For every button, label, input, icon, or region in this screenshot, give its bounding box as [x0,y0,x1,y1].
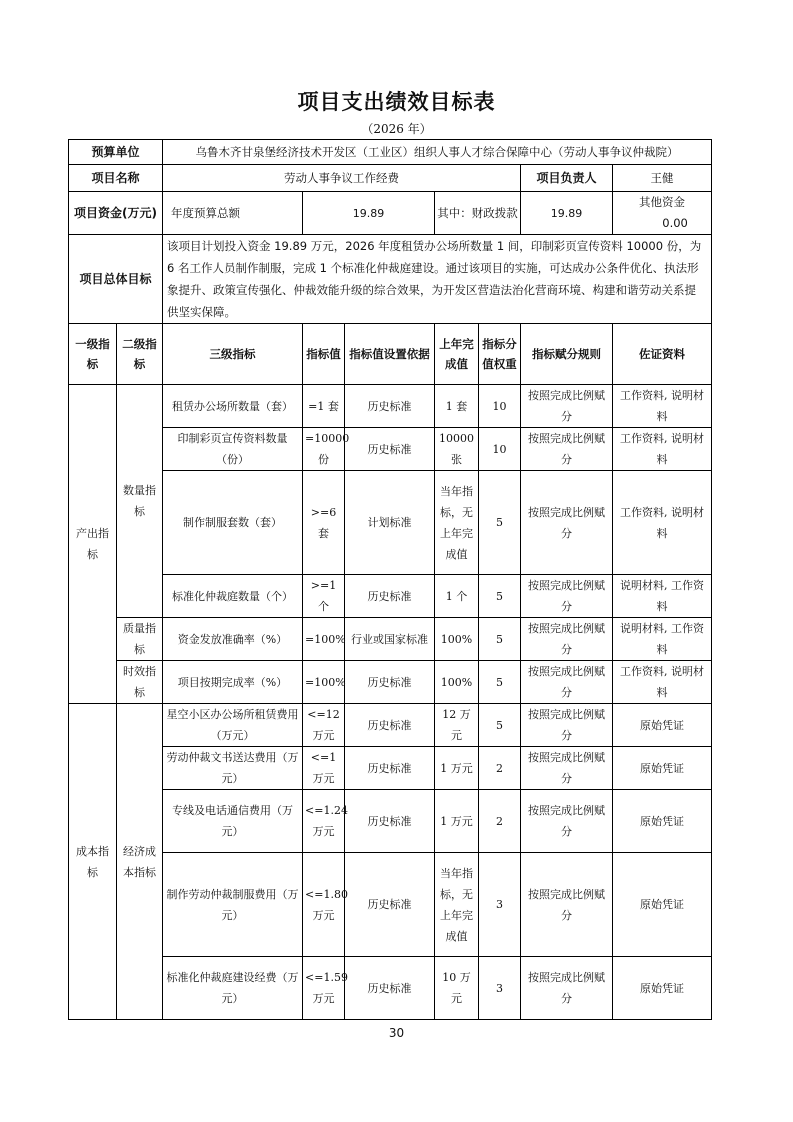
unit-label: 预算单位 [69,140,163,165]
indicator-rule: 按照完成比例赋分 [521,790,613,853]
indicator-evidence: 原始凭证 [613,704,712,747]
indicator-weight: 10 [479,385,521,428]
goal-row [69,235,712,324]
indicator-weight: 10 [479,428,521,471]
other-funds [613,192,712,235]
indicator-last-year: 1 万元 [435,790,479,853]
indicator-evidence: 工作资料, 说明材料 [613,385,712,428]
indicator-weight: 3 [479,957,521,1020]
table-row [69,957,712,1020]
indicator-rule: 按照完成比例赋分 [521,471,613,575]
indicator-rule: 按照完成比例赋分 [521,618,613,661]
indicator-basis: 历史标准 [345,790,435,853]
group-cost: 成本指标 [69,704,117,1020]
indicator-last-year: 当年指标，无上年完成值 [435,853,479,957]
indicator-last-year: 100% [435,661,479,704]
other-label: 其他资金 [639,195,686,209]
indicator-value: <=1 万元 [303,747,345,790]
fiscal-value: 19.89 [521,192,613,235]
header-weight: 指标分值权重 [479,324,521,385]
year-label: （2026 年） [361,122,432,136]
table-row [69,661,712,704]
header-last-year: 上年完成值 [435,324,479,385]
fiscal-label: 其中：财政拨款 [435,192,521,235]
owner-label: 项目负责人 [521,165,613,192]
indicator-last-year: 100% [435,618,479,661]
indicator-last-year: 10000 张 [435,428,479,471]
indicator-basis: 历史标准 [345,575,435,618]
indicator-name: 星空小区办公场所租赁费用（万元） [163,704,303,747]
indicator-value: =100% [303,618,345,661]
indicator-evidence: 原始凭证 [613,747,712,790]
indicator-name: 专线及电话通信费用（万元） [163,790,303,853]
page-number: 30 [388,1026,405,1040]
project-name-row [69,165,712,192]
annual-budget-value: 19.89 [303,192,435,235]
indicator-name: 项目按期完成率（%） [163,661,303,704]
owner-value: 王健 [613,165,712,192]
indicator-name: 印制彩页宣传资料数量（份） [163,428,303,471]
indicator-evidence: 说明材料, 工作资料 [613,618,712,661]
indicator-weight: 2 [479,747,521,790]
indicator-value: <=1.59 万元 [303,957,345,1020]
indicator-last-year: 12 万元 [435,704,479,747]
indicator-value: <=1.24 万元 [303,790,345,853]
group-output: 产出指标 [69,385,117,704]
indicator-name: 资金发放准确率（%） [163,618,303,661]
indicator-last-year: 1 套 [435,385,479,428]
unit-value: 乌鲁木齐甘泉堡经济技术开发区（工业区）组织人事人才综合保障中心（劳动人事争议仲裁院） [163,140,712,165]
header-level2: 二级指标 [117,324,163,385]
indicator-weight: 5 [479,471,521,575]
header-evidence: 佐证资料 [613,324,712,385]
indicator-value: =100% [303,661,345,704]
indicator-rule: 按照完成比例赋分 [521,428,613,471]
indicator-basis: 历史标准 [345,428,435,471]
fund-label: 项目资金(万元) [69,192,163,235]
indicator-weight: 5 [479,575,521,618]
header-level1: 一级指标 [69,324,117,385]
indicator-rule: 按照完成比例赋分 [521,704,613,747]
project-name-value: 劳动人事争议工作经费 [163,165,521,192]
other-value: 0.00 [662,216,688,230]
indicator-evidence: 说明材料, 工作资料 [613,575,712,618]
indicator-weight: 3 [479,853,521,957]
indicator-value: <=1.80 万元 [303,853,345,957]
table-row [69,471,712,575]
table-row [69,747,712,790]
indicator-evidence: 工作资料, 说明材料 [613,428,712,471]
indicator-evidence: 原始凭证 [613,790,712,853]
indicator-weight: 5 [479,661,521,704]
indicator-rule: 按照完成比例赋分 [521,575,613,618]
table-row [69,853,712,957]
unit-row [69,140,712,165]
indicator-basis: 历史标准 [345,747,435,790]
indicator-evidence: 工作资料, 说明材料 [613,661,712,704]
indicator-basis: 历史标准 [345,957,435,1020]
indicator-value: =1 套 [303,385,345,428]
group-timeliness: 时效指标 [117,661,163,704]
indicator-last-year: 10 万元 [435,957,479,1020]
indicator-name: 制作劳动仲裁制服费用（万元） [163,853,303,957]
indicator-evidence: 原始凭证 [613,957,712,1020]
group-quality: 质量指标 [117,618,163,661]
indicator-basis: 历史标准 [345,661,435,704]
indicator-name: 租赁办公场所数量（套） [163,385,303,428]
table-row [69,618,712,661]
indicator-rule: 按照完成比例赋分 [521,747,613,790]
indicator-rule: 按照完成比例赋分 [521,385,613,428]
indicator-weight: 2 [479,790,521,853]
header-value: 指标值 [303,324,345,385]
page-title: 项目支出绩效目标表 [297,90,496,114]
header-rule: 指标赋分规则 [521,324,613,385]
indicator-name: 标准化仲裁庭建设经费（万元） [163,957,303,1020]
indicator-value: =10000 份 [303,428,345,471]
indicator-evidence: 原始凭证 [613,853,712,957]
table-row [69,575,712,618]
indicator-evidence: 工作资料, 说明材料 [613,471,712,575]
indicator-rule: 按照完成比例赋分 [521,957,613,1020]
indicator-last-year: 当年指标，无上年完成值 [435,471,479,575]
indicator-value: >=1 个 [303,575,345,618]
indicator-basis: 历史标准 [345,704,435,747]
indicator-value: >=6 套 [303,471,345,575]
table-row [69,428,712,471]
table-row [69,790,712,853]
header-basis: 指标值设置依据 [345,324,435,385]
fund-row [69,192,712,235]
group-economic-cost: 经济成本指标 [117,704,163,1020]
header-row [69,324,712,385]
indicator-last-year: 1 个 [435,575,479,618]
indicator-weight: 5 [479,704,521,747]
indicator-last-year: 1 万元 [435,747,479,790]
indicator-name: 标准化仲裁庭数量（个） [163,575,303,618]
indicator-basis: 历史标准 [345,853,435,957]
goal-label: 项目总体目标 [69,235,163,324]
indicator-name: 制作制服套数（套） [163,471,303,575]
indicator-rule: 按照完成比例赋分 [521,661,613,704]
header-level3: 三级指标 [163,324,303,385]
indicator-basis: 历史标准 [345,385,435,428]
group-quantity: 数量指标 [117,385,163,618]
goal-text: 该项目计划投入资金 19.89 万元，2026 年度租赁办公场所数量 1 间，印制彩页宣传资料 10000 份，为 6 名工作人员制作制服，完成 1 个标准化仲裁庭建设。通过该项目的实施，可达成办公条件优化、执法形象提升、政策宣传强化、仲裁效能升级的综合效果，为开发区营造法治化营商环境、构建和谐劳动关系提供坚实保障。 [163,235,712,324]
table-row [69,704,712,747]
indicator-basis: 行业或国家标准 [345,618,435,661]
indicator-weight: 5 [479,618,521,661]
table-row [69,385,712,428]
annual-budget-label: 年度预算总额 [163,192,303,235]
indicator-name: 劳动仲裁文书送达费用（万元） [163,747,303,790]
performance-table [68,139,712,1020]
indicator-rule: 按照完成比例赋分 [521,853,613,957]
project-name-label: 项目名称 [69,165,163,192]
indicator-basis: 计划标准 [345,471,435,575]
indicator-value: <=12 万元 [303,704,345,747]
